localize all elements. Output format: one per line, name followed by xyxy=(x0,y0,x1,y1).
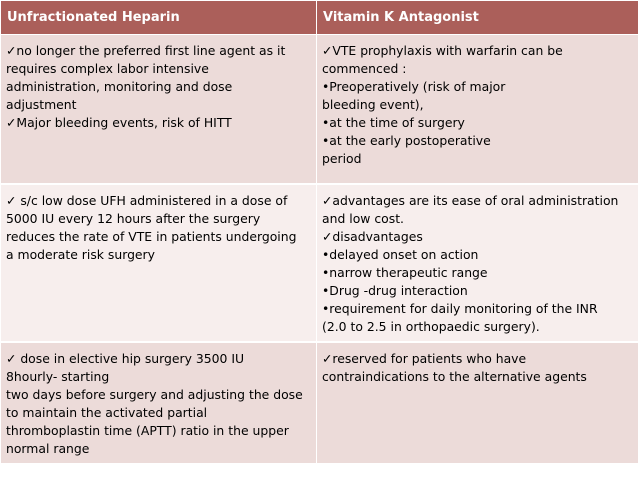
heparin-cell-3 xyxy=(1,342,317,464)
heparin-cell-1 xyxy=(1,35,317,185)
text-line: •narrow therapeutic range xyxy=(322,265,488,280)
text-line: bleeding event), xyxy=(322,97,424,112)
table-row xyxy=(1,35,638,185)
text-line: requires complex labor intensive xyxy=(6,61,209,76)
text-line: •Preoperatively (risk of major xyxy=(322,79,506,94)
table-row xyxy=(1,184,638,342)
text-line: ✓Major bleeding events, risk of HITT xyxy=(6,115,232,130)
text-line: ✓VTE prophylaxis with warfarin can be xyxy=(322,43,563,58)
text-line: •requirement for daily monitoring of the INR xyxy=(322,301,598,316)
text-line: ✓reserved for patients who have xyxy=(322,351,527,366)
text-line: •Drug -drug interaction xyxy=(322,283,468,298)
text-line: ✓no longer the preferred first line agent as it xyxy=(6,43,286,58)
text-line: to maintain the activated partial xyxy=(6,405,208,420)
text-line: ✓ dose in elective hip surgery 3500 IU xyxy=(6,351,245,366)
text-line: period xyxy=(322,151,362,166)
vka-cell-3 xyxy=(317,342,638,464)
text-line: (2.0 to 2.5 in orthopaedic surgery). xyxy=(322,319,540,334)
table-row xyxy=(1,342,638,464)
heparin-cell-2 xyxy=(1,184,317,342)
text-line: 5000 IU every 12 hours after the surgery xyxy=(6,211,261,226)
text-line: commenced : xyxy=(322,61,407,76)
text-line: contraindications to the alternative agents xyxy=(322,369,587,384)
text-line: reduces the rate of VTE in patients undergoing xyxy=(6,229,297,244)
text-line: ✓disadvantages xyxy=(322,229,423,244)
text-line: ✓advantages are its ease of oral administration xyxy=(322,193,619,208)
text-line: administration, monitoring and dose xyxy=(6,79,233,94)
vka-cell-1 xyxy=(317,35,638,185)
header-unfractionated-heparin: Unfractionated Heparin xyxy=(1,1,317,35)
text-line: ✓ s/c low dose UFH administered in a dose of xyxy=(6,193,288,208)
vka-cell-2 xyxy=(317,184,638,342)
text-line: adjustment xyxy=(6,97,77,112)
text-line: and low cost. xyxy=(322,211,404,226)
header-vitamin-k-antagonist: Vitamin K Antagonist xyxy=(317,1,638,35)
text-line: 8hourly- starting xyxy=(6,369,110,384)
text-line: two days before surgery and adjusting the dose xyxy=(6,387,303,402)
text-line: •at the time of surgery xyxy=(322,115,465,130)
text-line: a moderate risk surgery xyxy=(6,247,155,262)
header-row xyxy=(1,1,638,35)
text-line: •at the early postoperative xyxy=(322,133,491,148)
text-line: •delayed onset on action xyxy=(322,247,479,262)
text-line: normal range xyxy=(6,441,90,456)
text-line: thromboplastin time (APTT) ratio in the upper xyxy=(6,423,289,438)
